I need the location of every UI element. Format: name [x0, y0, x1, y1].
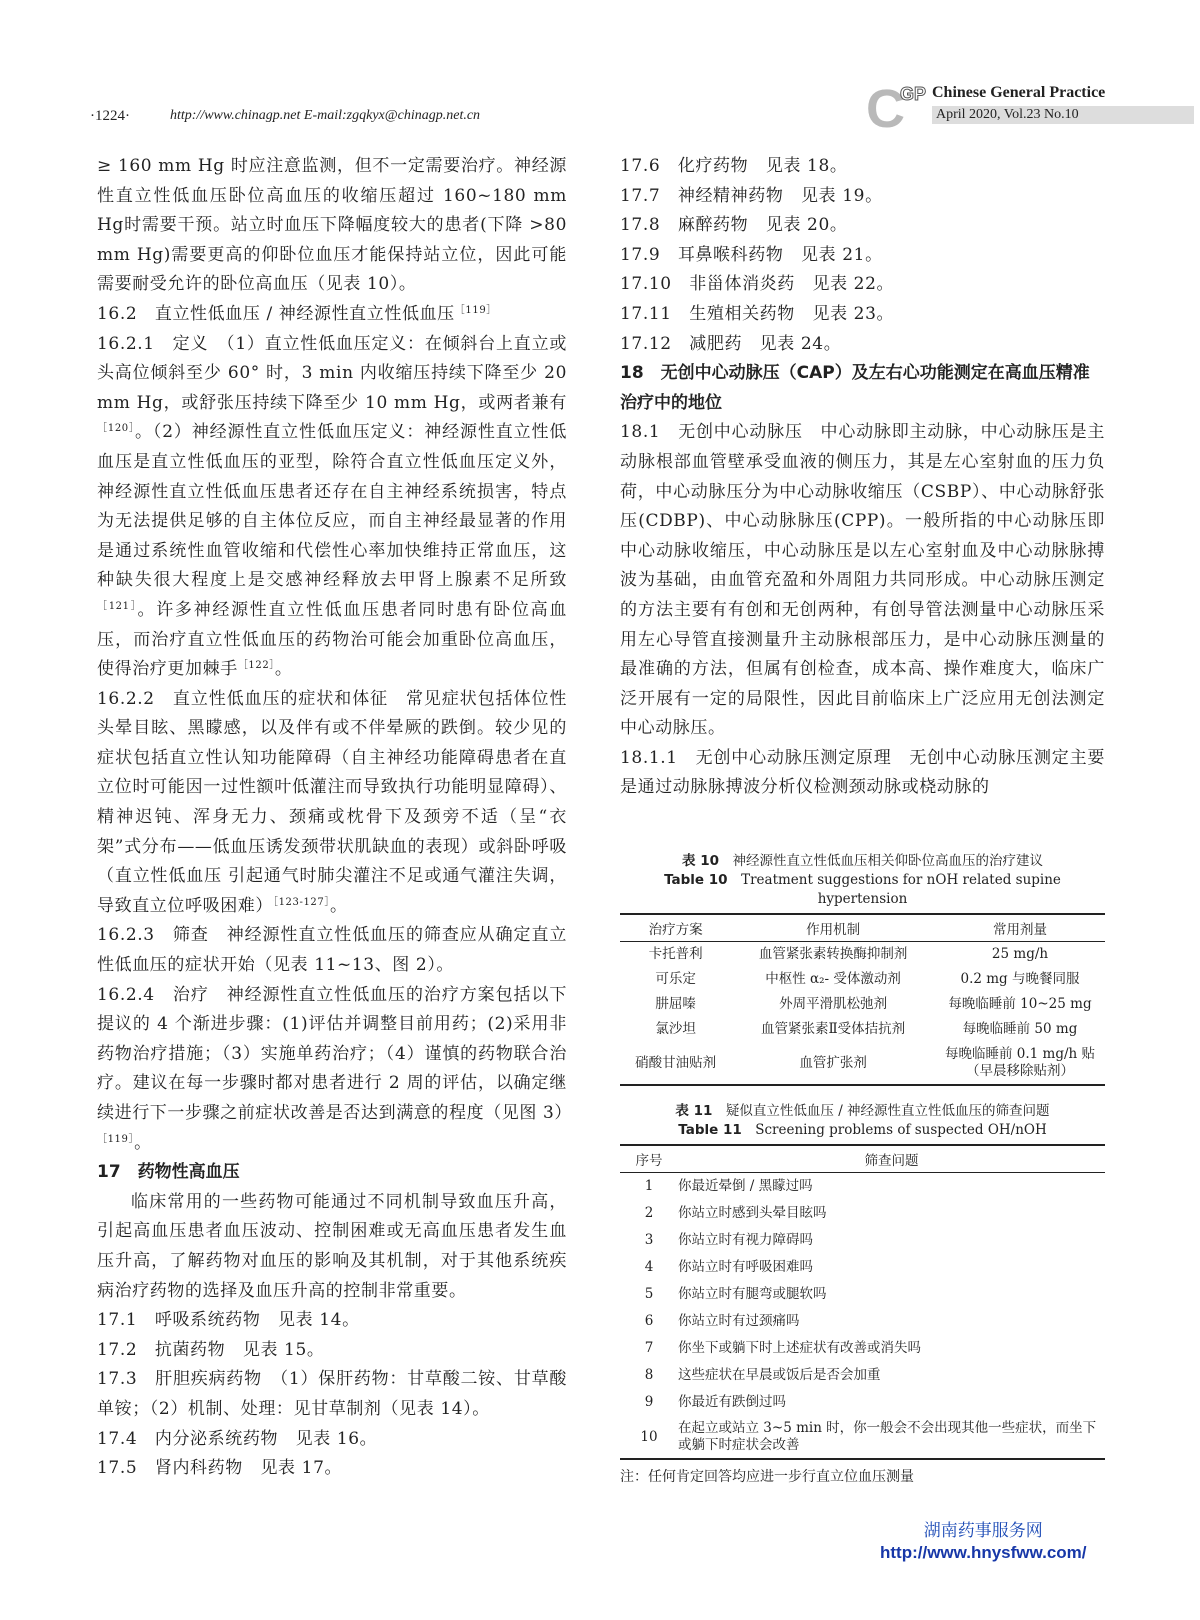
paragraph	[97, 685, 567, 922]
text-run: 。许多神经源性直立性低血压患者同时患有卧位高血压，而治疗直立性低血压的药物治可能会加重卧位高血压，使得治疗更加棘手	[97, 599, 567, 680]
table-cell: 在起立或站立 3~5 min 时，你一般会不会出现其他一些症状，而坐下或躺下时症状会改善	[678, 1420, 1097, 1453]
table-cell: 6	[644, 1313, 654, 1329]
paragraph	[97, 300, 567, 330]
table-cell: 这些症状在早晨或饭后是否会加重	[678, 1367, 881, 1383]
table-10	[620, 852, 1105, 1086]
citation-ref: ［121］	[97, 600, 138, 612]
section-heading	[97, 1158, 567, 1188]
citation-ref: ［119］	[454, 304, 497, 316]
table-cell: 可乐定	[655, 971, 696, 987]
text-run: 17.3 肝胆疾病药物 （1）保肝药物：甘草酸二铵、甘草酸单铵；（2）机制、处理：见甘草制剂（见表 14）。	[97, 1369, 567, 1419]
table-row	[620, 1227, 1105, 1254]
page-header	[90, 79, 1110, 139]
text-run: 17.12 减肥药 见表 24。	[620, 333, 842, 354]
paragraph	[620, 300, 1105, 330]
text-run: ≥ 160 mm Hg 时应注意监测，但不一定需要治疗。神经源性直立性低血压卧位高血压的收缩压超过 160~180 mm Hg时需要干预。站立时血压下降幅度较大的患者(下降 >80 mm Hg)需要更高的仰卧位血压才能保持站立位，因此可能需要耐受允许的卧位高血压（见表 10）。	[97, 156, 567, 295]
citation-ref: ［123-127］	[273, 896, 330, 908]
table-cell: 2	[644, 1205, 654, 1221]
text-run: 18.1.1 无创中心动脉压测定原理 无创中心动脉压测定主要是通过动脉脉搏波分析仪检测颈动脉或桡动脉的	[620, 747, 1105, 798]
table-cell: 0.2 mg 与晚餐同服	[960, 971, 1080, 987]
table-row	[620, 1200, 1105, 1227]
table-cell: 25 mg/h	[991, 946, 1049, 962]
table-row	[620, 1042, 1105, 1085]
table-cell: 血管紧张素转换酶抑制剂	[758, 946, 908, 962]
paragraph	[620, 330, 1105, 360]
table-cell: 中枢性 α₂- 受体激动剂	[765, 971, 901, 987]
logo-c-mark: C	[866, 79, 905, 139]
paragraph	[97, 1336, 567, 1366]
text-run: 17.4 内分泌系统药物 见表 16。	[97, 1428, 378, 1449]
table-cell: 氯沙坦	[655, 1021, 696, 1037]
watermark-name: 湖南药事服务网	[923, 1521, 1043, 1540]
table-10-caption-en: Table 10 Treatment suggestions for nOH related supine hypertension	[664, 872, 1061, 907]
citation-ref: ［122］	[237, 660, 275, 672]
table-row	[620, 1416, 1105, 1459]
paragraph	[97, 330, 567, 685]
text-run: 18 无创中心动脉压（CAP）及左右心功能测定在高血压精准治疗中的地位	[620, 363, 1090, 413]
table-cell: 你站立时感到头晕目眩吗	[678, 1205, 827, 1221]
table-cell: 每晚临睡前 0.1 mg/h 贴（早晨移除贴剂）	[944, 1046, 1096, 1079]
table-cell: 血管扩张剂	[799, 1054, 867, 1071]
paragraph	[97, 921, 567, 980]
journal-issue: April 2020, Vol.23 No.10	[932, 106, 1194, 124]
table-cell: 你站立时有视力障碍吗	[678, 1232, 813, 1248]
table-cell: 卡托普利	[648, 946, 703, 962]
table-cell: 1	[644, 1178, 654, 1194]
table-row	[620, 992, 1105, 1017]
journal-logo	[866, 79, 1196, 139]
citation-ref: ［119］	[97, 1133, 135, 1145]
table-11-caption-cn: 表 11 疑似直立性低血压 / 神经源性直立性低血压的筛查问题	[675, 1103, 1050, 1119]
table-header-cell: 筛查问题	[678, 1145, 1105, 1173]
text-run: 16.2.2 直立性低血压的症状和体征 常见症状包括体位性头晕目眩、黑矇感，以及伴有或不伴晕厥的跌倒。较少见的症状包括直立性认知功能障碍（自主神经功能障碍患者在直立位时可能因一过性额叶低灌注而导致执行功能明显障碍）、精神迟钝、浑身无力、颈痛或枕骨下及颈旁不适（呈“衣架”式分布——低血压诱发颈带状肌缺血的表现）或斜卧呼吸（直立性低血压 引起通气时肺尖灌注不足或通气灌注失调，导致直立位呼吸困难）	[97, 688, 567, 916]
text-run: 16.2.3 筛查 神经源性直立性低血压的筛查应从确定直立性低血压的症状开始（见表 11~13、图 2）。	[97, 925, 567, 976]
paragraph	[620, 211, 1105, 241]
table-header-cell: 常用剂量	[935, 914, 1105, 942]
table-row	[620, 942, 1105, 968]
paragraph	[97, 981, 573, 1159]
table-cell: 你站立时有呼吸困难吗	[678, 1259, 813, 1275]
text-run: 16.2.4 治疗 神经源性直立性低血压的治疗方案包括以下提议的 4 个渐进步骤：(1)评估并调整目前用药；(2)采用非药物治疗措施；（3）实施单药治疗；（4）谨慎的药物联合治疗。建议在每一步骤时都对患者进行 2 周的评估，以确定继续进行下一步骤之前症状改善是否达到满意的程度（见图 3）	[97, 984, 573, 1123]
table-cell: 5	[644, 1286, 654, 1302]
section-heading	[620, 359, 1105, 418]
table-11-grid	[620, 1144, 1105, 1460]
text-run: 17.10 非甾体消炎药 见表 22。	[620, 274, 895, 295]
table-row	[620, 1281, 1105, 1308]
watermark-url[interactable]: http://www.hnysfww.com/	[880, 1543, 1087, 1562]
table-11-caption-en: Table 11 Screening problems of suspected OH/nOH	[678, 1122, 1047, 1138]
paragraph	[97, 1188, 567, 1306]
table-10-caption-cn: 表 10 神经源性直立性低血压相关仰卧位高血压的治疗建议	[682, 853, 1043, 869]
table-row	[620, 1389, 1105, 1416]
table-cell: 你站立时有过颈痛吗	[678, 1313, 800, 1329]
table-cell: 每晚临睡前 50 mg	[962, 1021, 1078, 1037]
text-run: 17 药物性高血压	[97, 1162, 240, 1183]
paragraph	[97, 1454, 567, 1484]
text-run: 。	[274, 659, 293, 680]
table-row	[620, 1362, 1105, 1389]
table-header-cell: 序号	[620, 1145, 678, 1173]
table-cell: 肼屈嗪	[655, 996, 696, 1012]
text-run: 17.5 肾内科药物 见表 17。	[97, 1458, 343, 1479]
paragraph	[97, 152, 567, 300]
table-cell: 8	[644, 1367, 654, 1383]
paragraph	[620, 744, 1105, 803]
text-run: 17.1 呼吸系统药物 见表 14。	[97, 1310, 360, 1331]
table-row	[620, 1017, 1105, 1042]
paragraph	[620, 152, 1105, 182]
citation-ref: ［120］	[97, 423, 135, 435]
table-11-note: 注：任何肯定回答均应进一步行直立位血压测量	[620, 1469, 914, 1485]
text-run: 17.6 化疗药物 见表 18。	[620, 156, 848, 176]
table-cell: 4	[644, 1259, 654, 1275]
table-cell: 你坐下或躺下时上述症状有改善或消失吗	[678, 1340, 921, 1356]
paragraph	[620, 418, 1105, 744]
table-cell: 9	[644, 1394, 654, 1410]
journal-url: http://www.chinagp.net E-mail:zgqkyx@chinagp.net.cn	[170, 108, 481, 123]
table-header-cell: 治疗方案	[620, 914, 731, 942]
text-run: 17.2 抗菌药物 见表 15。	[97, 1339, 325, 1360]
table-row	[620, 1254, 1105, 1281]
text-run: 。（2）神经源性直立性低血压定义：神经源性直立性低血压是直立性低血压的亚型，除符合直立性低血压定义外，神经源性直立性低血压患者还存在自主神经系统损害，特点为无法提供足够的自主体位反应，而自主神经最显著的作用是通过系统性血管收缩和代偿性心率加快维持正常血压，这种缺失很大程度上是交感神经释放去甲肾上腺素不足所致	[97, 422, 567, 591]
paragraph	[620, 182, 1105, 212]
table-cell: 3	[644, 1232, 654, 1248]
table-cell: 你最近晕倒 / 黑矇过吗	[678, 1178, 813, 1194]
text-run: 17.7 神经精神药物 见表 19。	[620, 185, 883, 206]
table-row	[620, 1308, 1105, 1335]
text-run: 。	[329, 895, 348, 916]
table-cell: 外周平滑肌松弛剂	[779, 996, 888, 1012]
table-cell: 你最近有跌倒过吗	[678, 1394, 786, 1410]
right-column	[620, 152, 1105, 803]
logo-gp-mark: GP	[900, 84, 927, 104]
paragraph	[620, 241, 1105, 271]
text-run: 18.1 无创中心动脉压 中心动脉即主动脉，中心动脉压是主动脉根部血管壁承受血液的侧压力，其是左心室射血的压力负荷，中心动脉压分为中心动脉收缩压（CSBP）、中心动脉舒张压(CDBP)、中心动脉脉压(CPP)。一般所指的中心动脉压即中心动脉收缩压，中心动脉压是以左心室射血及中心动脉脉搏波为基础，由血管充盈和外周阻力共同形成。中心动脉压测定的方法主要有有创和无创两种，有创导管法测量中心动脉压采用左心导管直接测量升主动脉根部压力，是中心动脉压测量的最准确的方法，但属有创检查，成本高、操作难度大，临床广泛开展有一定的局限性，因此目前临床上广泛应用无创法测定中心动脉压。	[620, 422, 1105, 739]
table-row	[620, 967, 1105, 992]
left-column	[97, 152, 573, 1484]
table-header-cell: 作用机制	[731, 914, 935, 942]
text-run: 17.9 耳鼻喉科药物 见表 21。	[620, 244, 883, 265]
text-run: 17.11 生殖相关药物 见表 23。	[620, 303, 895, 324]
paragraph	[97, 1306, 567, 1336]
text-run: 。	[134, 1132, 152, 1153]
table-row	[620, 1335, 1105, 1362]
table-10-grid	[620, 913, 1105, 1086]
paragraph	[97, 1365, 567, 1424]
paragraph	[620, 270, 1105, 300]
paragraph	[97, 1425, 567, 1455]
table-cell: 血管紧张素Ⅱ受体拮抗剂	[760, 1021, 906, 1037]
text-run: 17.8 麻醉药物 见表 20。	[620, 215, 848, 236]
table-11	[620, 1102, 1105, 1486]
table-cell: 7	[644, 1340, 654, 1356]
table-cell: 你站立时有腿弯或腿软吗	[678, 1286, 827, 1302]
table-row	[620, 1173, 1105, 1201]
table-cell: 每晚临睡前 10~25 mg	[948, 996, 1092, 1012]
watermark	[880, 1520, 1087, 1564]
text-run: 16.2 直立性低血压 / 神经源性直立性低血压	[97, 303, 455, 324]
text-run: 16.2.1 定义 （1）直立性低血压定义：在倾斜台上直立或头高位倾斜至少 60° 时，3 min 内收缩压持续下降至少 20 mm Hg，或舒张压持续下降至少 10 mm Hg，或两者兼有	[97, 333, 567, 413]
journal-name: Chinese General Practice	[932, 84, 1106, 101]
page-number: ·1224·	[90, 108, 130, 124]
text-run: 临床常用的一些药物可能通过不同机制导致血压升高，引起高血压患者血压波动、控制困难或无高血压患者发生血压升高，了解药物对血压的影响及其机制，对于其他系统疾病治疗药物的选择及血压升高的控制非常重要。	[97, 1191, 567, 1301]
table-cell: 10	[640, 1428, 658, 1445]
table-cell: 硝酸甘油贴剂	[635, 1054, 717, 1071]
